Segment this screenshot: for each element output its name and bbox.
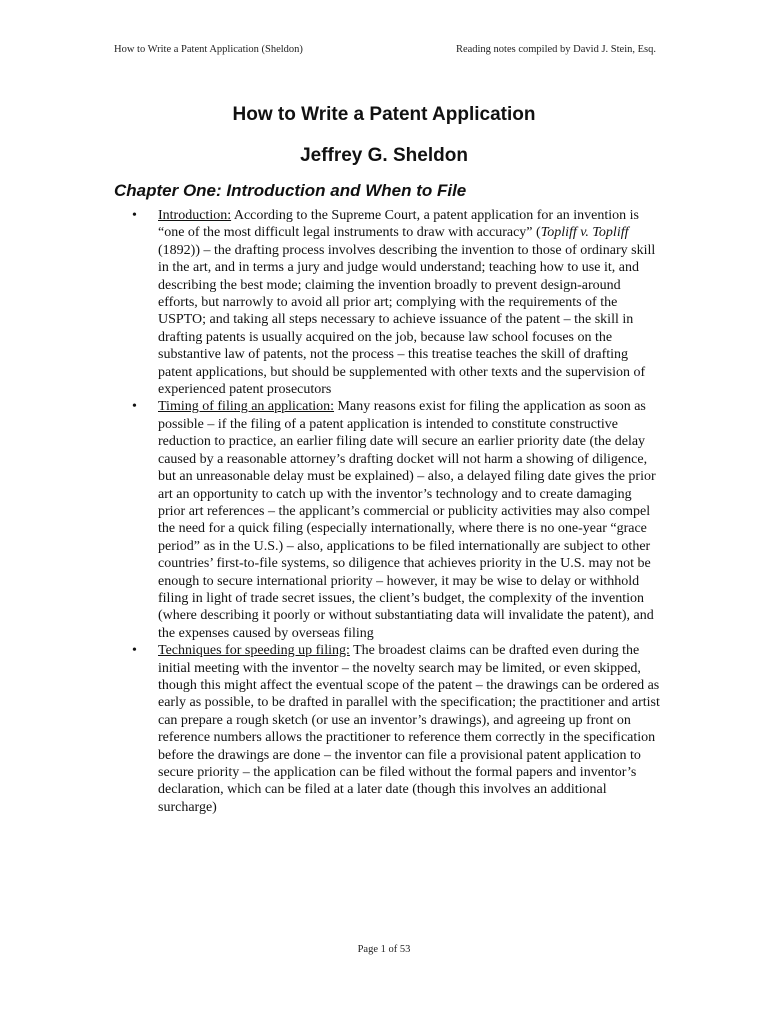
header-left: How to Write a Patent Application (Sheldon): [114, 44, 303, 55]
document-author: Jeffrey G. Sheldon: [300, 145, 468, 166]
bullet-icon: •: [132, 399, 137, 415]
header-right: Reading notes compiled by David J. Stein, Esq.: [455, 44, 656, 55]
chapter-heading: Chapter One: Introduction and When to File: [114, 181, 467, 200]
running-header: [114, 44, 656, 55]
bullet-icon: •: [132, 208, 137, 223]
bullet-text: Many reasons exist for filing the application as soon as possible – if the filing of a patent application is intended to constitute constructive reduction to practice, an earlier filing date will secure an earlier priority date (the delay caused by a reasonable attorney’s drafting docket will not harm a showing of diligence, but an unreasonable delay must be explained) – also, a delayed filing date gives the prior art an opportunity to catch up with the inventor’s technology and to create damaging prior art references – the applicant’s commercial or publicity activities may also compel the need for a quick filing (especially internationally, where there is no one-year “grace period” as in the U.S.) – also, applications to be filed internationally are subject to other countries’ first-to-file systems, so diligence that achieves priority in the U.S. may not be enough to secure international priority – however, it may be wise to delay or withhold filing in light of trade secret issues, the client’s budget, the complexity of the invention (where describing it poorly or without substantiating data will invalidate the patent), and the expenses caused by overseas filing: [158, 399, 656, 641]
bullet-text-continued: (1892)) – the drafting process involves describing the invention to those of ordinary skill in the art, and in terms a jury and judge would understand; teaching how to use it, and describing the best mode; claiming the invention broadly to prevent design-around efforts, but narrowly to avoid all prior art; complying with the requirements of the USPTO; and taking all steps necessary to achieve issuance of the patent – the skill in drafting patents is usually acquired on the job, because law school focuses on the substantive law of patents, not the process – this treatise teaches the skill of drafting patent applications, but should be supplemented with other texts and the supervision of experienced patent prosecutors: [158, 242, 656, 398]
document-title: How to Write a Patent Application: [232, 104, 536, 125]
case-citation: Topliff v. Topliff: [540, 225, 629, 241]
bullet-text: The broadest claims can be drafted even during the initial meeting with the inventor – the novelty search may be limited, or even skipped, though this might affect the eventual scope of the patent – the drawings can be ordered as early as possible, to be drafted in parallel with the specification; the practitioner and artist can prepare a rough sketch (or use an inventor’s drawings), and agreeing up front on reference numbers allows the practitioner to reference them correctly in the specification before the drawings are done – the inventor can file a provisional patent application to secure priority – the application can be filed without the formal papers and inventor’s declaration, which can be filed at a later date (though this involves an additional surcharge): [158, 643, 660, 815]
page-number: Page 1 of 53: [357, 944, 411, 955]
bullet-text: According to the Supreme Court, a patent application for an invention is “one of the most difficult legal instruments to draw with accuracy” (: [158, 208, 639, 241]
bullet-list: [114, 207, 660, 816]
bullet-techniques: [114, 642, 660, 816]
bullet-timing: [114, 398, 660, 642]
bullet-icon: •: [132, 643, 137, 659]
bullet-lead: Introduction:: [158, 208, 232, 223]
bullet-lead: Timing of filing an application:: [158, 399, 335, 415]
bullet-introduction: [114, 207, 660, 398]
bullet-lead: Techniques for speeding up filing:: [158, 643, 350, 659]
